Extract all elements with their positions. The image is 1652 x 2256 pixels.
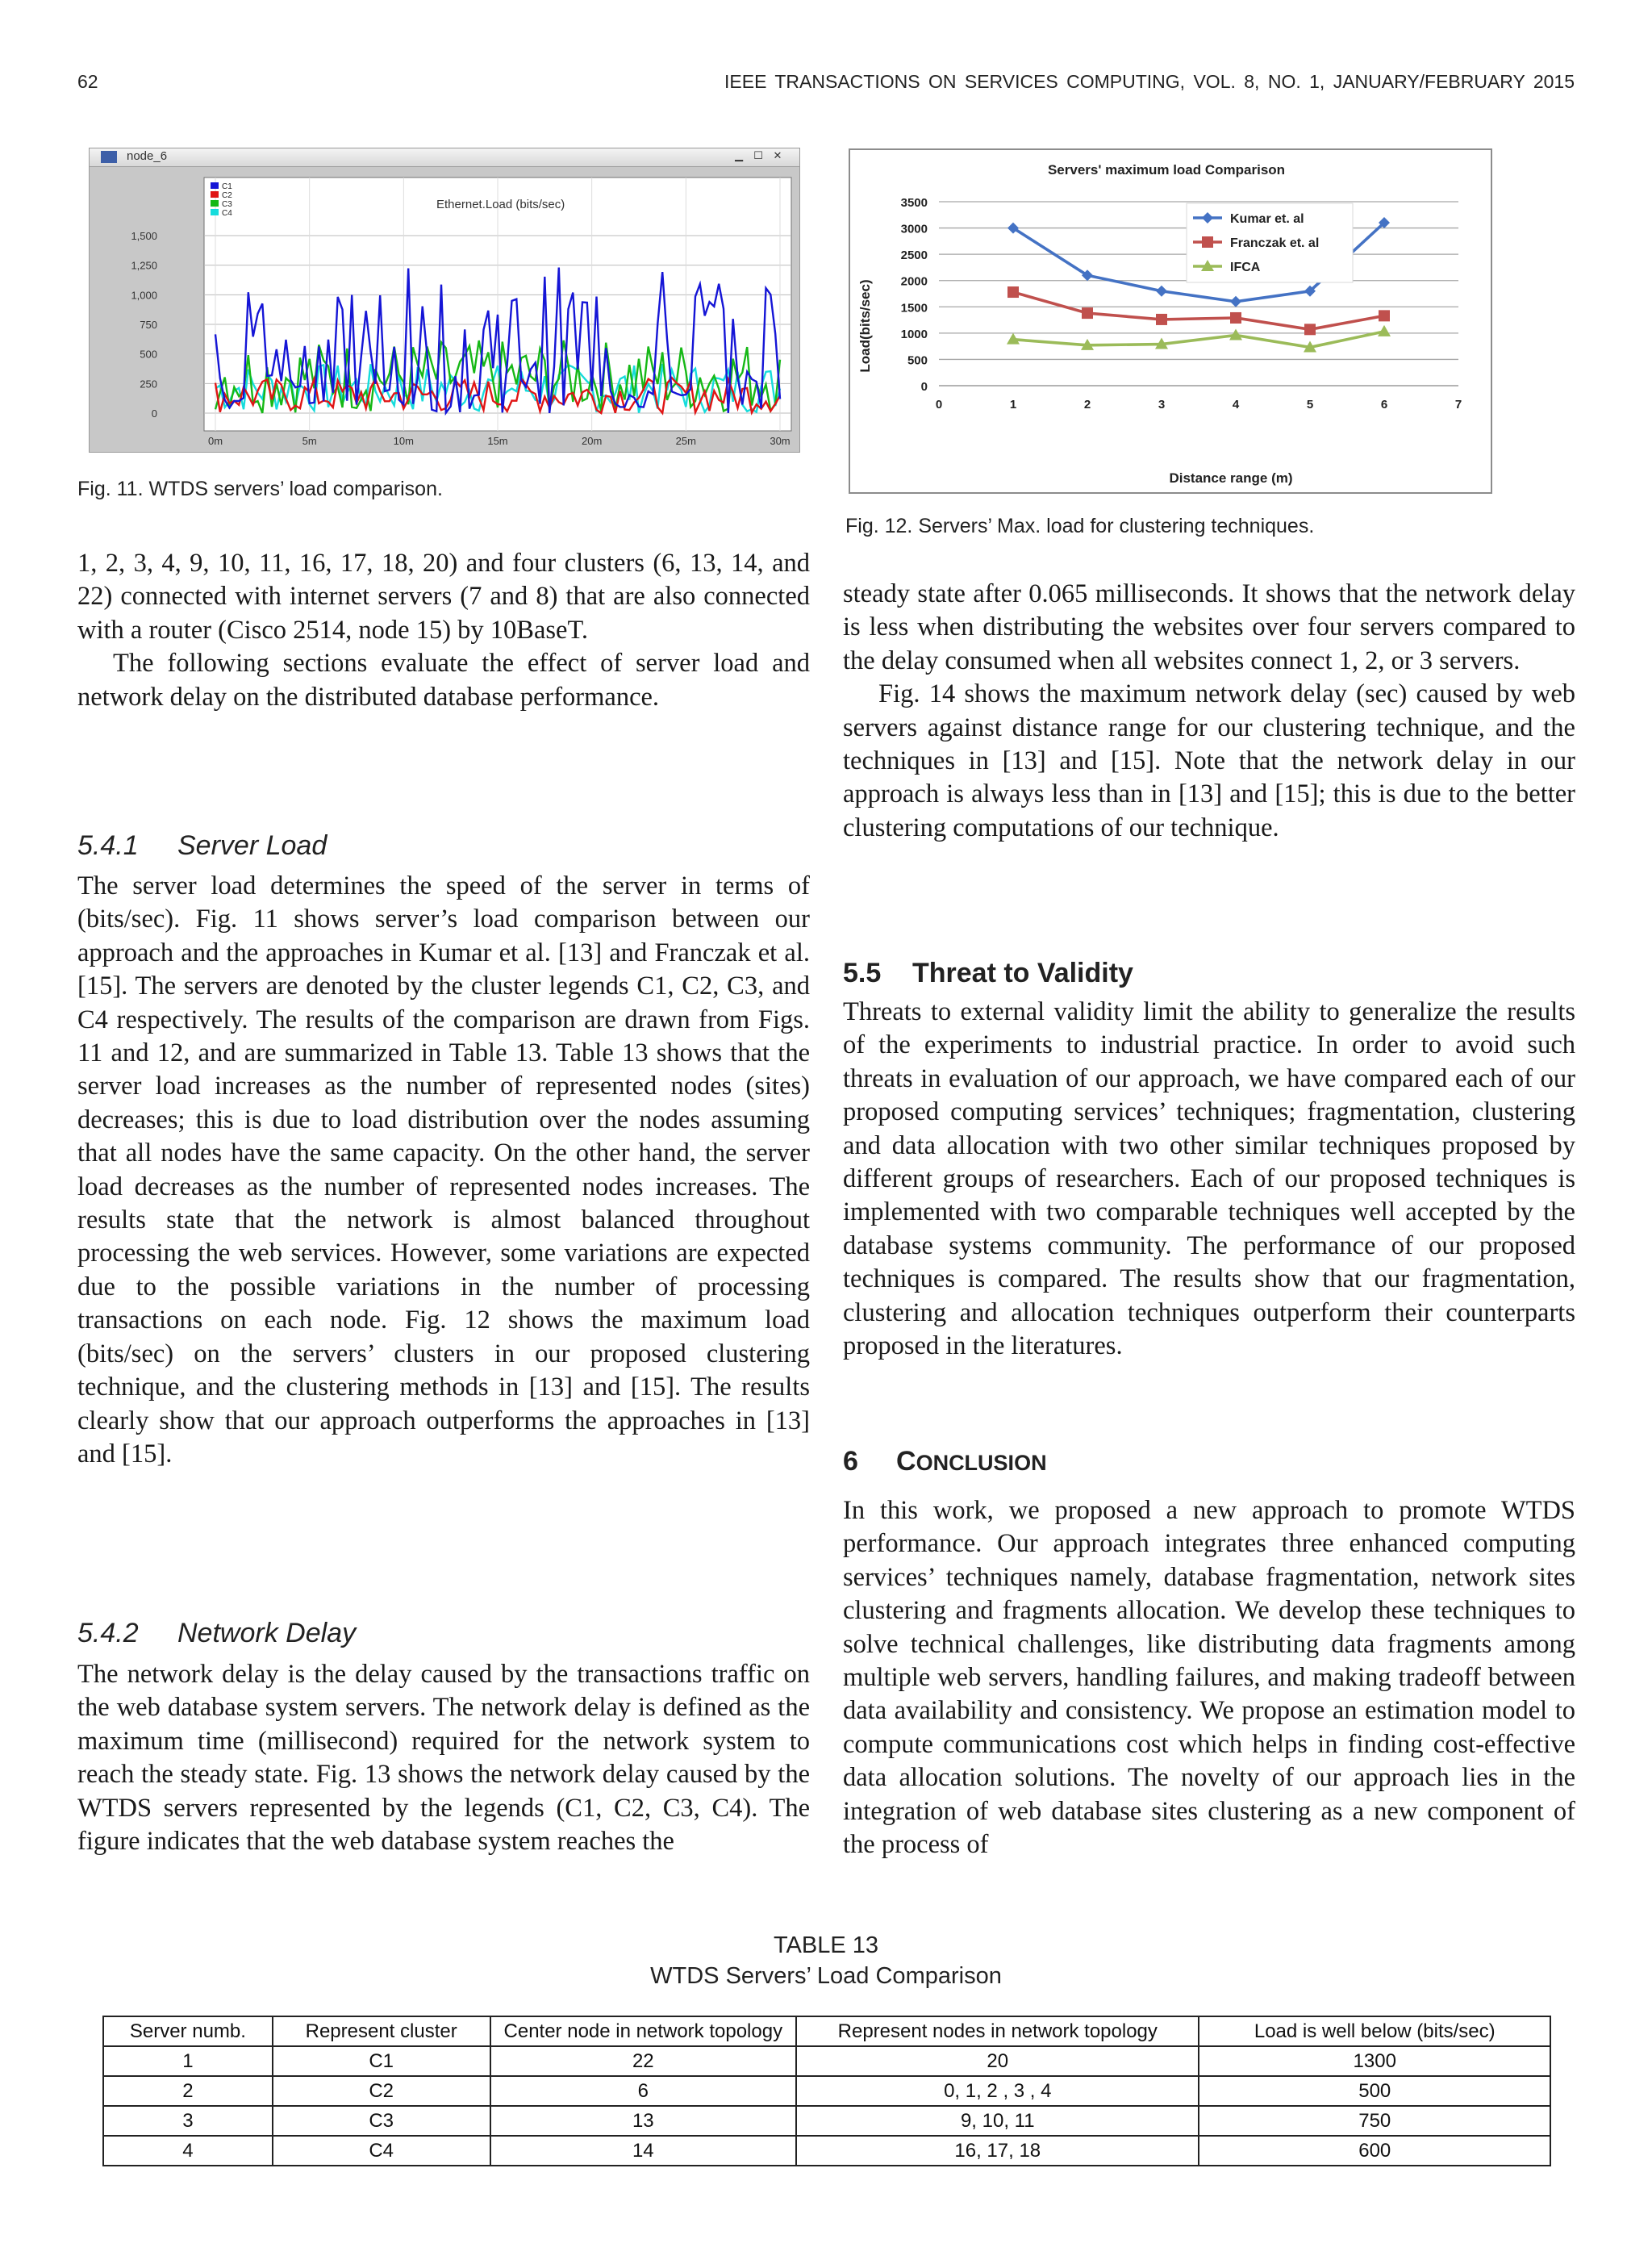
legend-swatch: [211, 209, 219, 215]
chart-title: Servers' maximum load Comparison: [1047, 162, 1286, 178]
table-13: [102, 2016, 1551, 2166]
section-title-initial: C: [896, 1446, 916, 1477]
y-tick-label: 750: [140, 319, 157, 331]
section-title: Threat to Validity: [912, 958, 1133, 988]
table-label: TABLE 13: [773, 1932, 879, 1958]
table-cell: 1: [103, 2046, 273, 2076]
table-cell: 9, 10, 11: [796, 2106, 1199, 2136]
y-tick-label: 3000: [900, 222, 928, 236]
table-cell: 16, 17, 18: [796, 2136, 1199, 2166]
x-tick-label: 30m: [770, 435, 791, 447]
y-tick-label: 0: [151, 407, 157, 420]
legend-swatch: [211, 200, 219, 207]
data-point: [1007, 286, 1019, 298]
table-header-cell: Load is well below (bits/sec): [1199, 2016, 1550, 2046]
data-point: [1304, 324, 1316, 335]
section-number: 5.5: [843, 958, 882, 988]
data-point: [1230, 312, 1241, 324]
paragraph: 1, 2, 3, 4, 9, 10, 11, 16, 17, 18, 20) and four clusters (6, 13, 14, and 22) connected with internet servers (7 and 8) that are also connected with a router (Cisco 2514, node 15) by 10BaseT.: [77, 549, 810, 645]
table-header-cell: Server numb.: [103, 2016, 273, 2046]
table-row: [103, 2136, 1550, 2166]
x-tick-label: 15m: [487, 435, 508, 447]
x-tick-label: 0: [935, 398, 943, 412]
section-heading-5-5: [843, 958, 1133, 989]
y-tick-label: 500: [907, 353, 928, 368]
x-tick-label: 0m: [207, 435, 223, 447]
table-cell: 0, 1, 2 , 3 , 4: [796, 2076, 1199, 2106]
section-number: 6: [843, 1446, 858, 1477]
fig11-plot: [90, 166, 799, 452]
fig12-caption: Fig. 12. Servers’ Max. load for clustering techniques.: [845, 515, 1315, 537]
section-title: Network Delay: [177, 1618, 357, 1648]
fig11-caption: Fig. 11. WTDS servers’ load comparison.: [77, 478, 443, 500]
section-heading-5-4-1: [77, 830, 327, 862]
paragraph: Threats to external validity limit the ability to generalize the results of the experiments to industrial practice. In order to avoid such threats in evaluation of our approach, we have compared each of our proposed computing services’ techniques; fragmentation, clustering and data allocation with two other similar techniques proposed by different groups of researchers. Each of our proposed techniques is implemented with two comparable techniques well accepted by the database systems community. The performance of our proposed techniques is compared. The results show that our fragmentation, clustering and allocation techniques outperform their counterparts proposed in the literatures.: [843, 997, 1575, 1361]
y-tick-label: 3500: [900, 196, 928, 210]
fig11-window-title: node_6: [127, 149, 168, 163]
y-tick-label: 2500: [900, 249, 928, 263]
paragraph: The following sections evaluate the effect of server load and network delay on the distributed database performance.: [77, 649, 810, 712]
running-header: [77, 71, 1575, 103]
x-tick-label: 1: [1009, 398, 1017, 412]
paragraph: Fig. 14 shows the maximum network delay (sec) caused by web servers against distance range for our clustering technique, and the techniques in [13] and [15]. Note that the network delay in our approach is always less than in [13] and [15]; this is due to the better clustering computations of our technique.: [843, 679, 1575, 842]
data-point: [1156, 286, 1167, 297]
x-tick-label: 20m: [582, 435, 603, 447]
y-tick-label: 1000: [900, 327, 928, 341]
table-cell: 500: [1199, 2076, 1550, 2106]
table-cell: 22: [490, 2046, 797, 2076]
legend-label: IFCA: [1230, 261, 1261, 274]
data-point: [1156, 314, 1167, 325]
maximize-icon: ☐: [753, 150, 763, 162]
x-tick-label: 2: [1083, 398, 1091, 412]
right-column-conclusion: [843, 1494, 1575, 1861]
table-header-cell: Center node in network topology: [490, 2016, 797, 2046]
legend-marker: [1202, 236, 1213, 248]
x-tick-label: 10m: [393, 435, 414, 447]
journal-title: IEEE TRANSACTIONS ON SERVICES COMPUTING, VOL. 8, NO. 1, JANUARY/FEBRUARY 2015: [724, 71, 1575, 92]
table-cell: C2: [273, 2076, 490, 2106]
table-cell: 13: [490, 2106, 797, 2136]
table-row: [103, 2046, 1550, 2076]
legend-label: C4: [222, 209, 232, 218]
paragraph: The server load determines the speed of the server in terms of (bits/sec). Fig. 11 shows server’s load comparison between our approach and the approaches in Kumar et al. [13] and Franczak et al. [15]. The servers are denoted by the cluster legends C1, C2, C3, and C4 respectively. The results of the comparison are drawn from Figs. 11 and 12, and are summarized in Table 13. Table 13 shows that the server load increases as the number of represented nodes (sites) decreases; this is due to load distribution over the nodes assuming that all nodes have the same capacity. On the other hand, the server load decreases as the number of represented nodes increases. The results state that the network is almost balanced throughout processing the web services. However, some variations are expected due to the possible variations in the number of processing transactions on each node. Fig. 12 shows the maximum load (bits/sec) on the servers’ clusters in our proposed clustering technique, and the clustering methods in [13] and [15]. The results clearly show that our approach outperforms the approaches in [13] and [15].: [77, 871, 810, 1468]
legend-label: C2: [222, 191, 232, 200]
data-point: [1230, 296, 1241, 307]
page-number: 62: [77, 71, 98, 92]
paragraph: In this work, we proposed a new approach to promote WTDS performance. Our approach integrates three enhanced computing services’ techniques namely, database fragmentation, network sites clustering and fragments allocation. We develop these techniques to solve technical challenges, like distributing data fragments among multiple web servers, handling failures, and making tradeoff between data availability and consistency. We propose an estimation model to compute communications cost which helps in finding cost-effective data allocation solutions. The novelty of our approach lies in the integration of web database sites clustering as a new component of the process of: [843, 1496, 1575, 1860]
x-tick-label: 25m: [675, 435, 696, 447]
table-cell: 6: [490, 2076, 797, 2106]
paragraph: steady state after 0.065 milliseconds. It shows that the network delay is less when distributing the websites over four servers compared to the delay consumed when all websites connect 1, 2, or 3 servers.: [843, 579, 1575, 675]
x-tick-label: 3: [1158, 398, 1166, 412]
table-cell: 4: [103, 2136, 273, 2166]
legend-label: C3: [222, 200, 232, 209]
legend-label: Franczak et. al: [1230, 236, 1320, 250]
table-row: [103, 2076, 1550, 2106]
left-column-network-delay: [77, 1658, 810, 1858]
section-number: 5.4.2: [77, 1618, 139, 1648]
table-cell: 14: [490, 2136, 797, 2166]
x-tick-label: 6: [1380, 398, 1388, 412]
table-cell: 750: [1199, 2106, 1550, 2136]
y-tick-label: 1,250: [131, 259, 157, 272]
legend-label: C1: [222, 182, 232, 191]
table-cell: C1: [273, 2046, 490, 2076]
data-point: [1379, 310, 1390, 321]
table-cell: C4: [273, 2136, 490, 2166]
fig12-chart-svg: [850, 150, 1491, 492]
fig11-plot-title: Ethernet.Load (bits/sec): [436, 198, 565, 211]
window-app-icon: [101, 151, 117, 163]
legend-label: Kumar et. al: [1230, 212, 1304, 226]
table-title: WTDS Servers’ Load Comparison: [650, 1963, 1002, 1989]
y-tick-label: 250: [140, 378, 157, 391]
x-tick-label: 5: [1306, 398, 1314, 412]
table-cell: 1300: [1199, 2046, 1550, 2076]
x-tick-label: 4: [1232, 398, 1240, 412]
table-cell: 600: [1199, 2136, 1550, 2166]
x-tick-label: 5m: [302, 435, 317, 447]
minimize-icon: ▁: [735, 150, 743, 162]
y-tick-label: 500: [140, 348, 157, 361]
table-cell: C3: [273, 2106, 490, 2136]
table-cell: 2: [103, 2076, 273, 2106]
table-row: [103, 2106, 1550, 2136]
x-tick-label: 7: [1454, 398, 1462, 412]
legend-swatch: [211, 191, 219, 198]
section-title-rest: ONCLUSION: [916, 1451, 1047, 1475]
section-heading-6: [843, 1446, 1047, 1477]
left-column-server-load: [77, 870, 810, 1471]
table-cell: 20: [796, 2046, 1199, 2076]
section-title: Server Load: [177, 830, 327, 861]
right-column: [843, 578, 1575, 845]
series-line-3: [1013, 332, 1384, 348]
section-heading-5-4-2: [77, 1618, 356, 1649]
y-axis-label: Load(bits/sec): [857, 279, 873, 373]
fig12-chart: [849, 148, 1492, 494]
table-header-cell: Represent nodes in network topology: [796, 2016, 1199, 2046]
fig11-screenshot: [89, 148, 800, 453]
data-point: [1082, 307, 1093, 319]
close-icon: ✕: [773, 150, 782, 162]
y-tick-label: 1,500: [131, 230, 157, 242]
x-axis-label: Distance range (m): [1169, 470, 1293, 486]
legend-swatch: [211, 182, 219, 189]
right-column-threat: [843, 996, 1575, 1363]
left-column: [77, 547, 810, 714]
y-tick-label: 1,000: [131, 289, 157, 302]
y-tick-label: 2000: [900, 274, 928, 289]
table-header-row: [103, 2016, 1550, 2046]
y-tick-label: 1500: [900, 301, 928, 315]
fig11-window-titlebar: [90, 148, 799, 167]
data-point: [1378, 325, 1391, 336]
y-tick-label: 0: [920, 380, 928, 394]
section-number: 5.4.1: [77, 830, 139, 861]
table-cell: 3: [103, 2106, 273, 2136]
table-header-cell: Represent cluster: [273, 2016, 490, 2046]
paragraph: The network delay is the delay caused by the transactions traffic on the web database system servers. The network delay is defined as the maximum time (millisecond) required for the network system to reach the steady state. Fig. 13 shows the network delay caused by the WTDS servers represented by the legends (C1, C2, C3, C4). The figure indicates that the web database system reaches the: [77, 1660, 810, 1857]
